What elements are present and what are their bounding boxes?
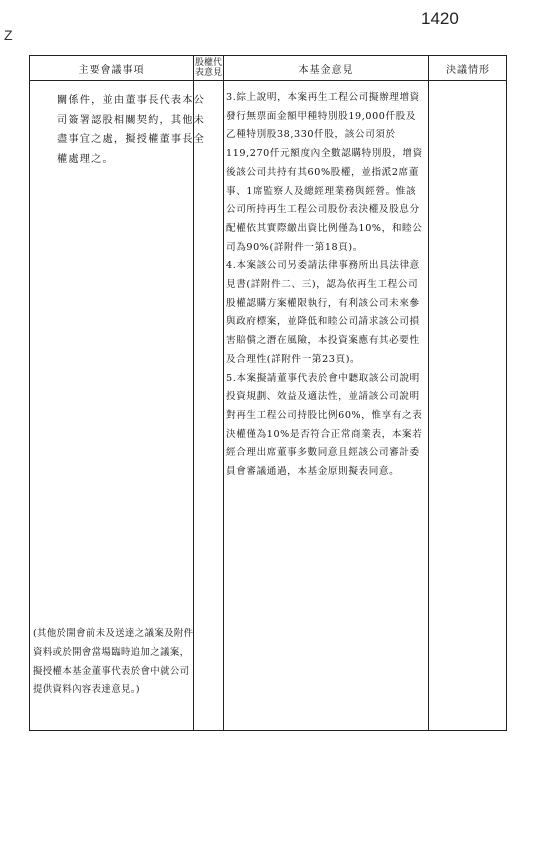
header-main-agenda: 主要會議事項	[78, 64, 145, 76]
opinion-item-4: 4.本案該公司另委請法律事務所出具法律意見書(詳附件二、三)，認為依再生工程公司股權認購方案權限執行，有利該公司未來參與政府標案，並降低和睦公司請求該公司損害賠償之潛在風險，本投資案應有其必要性及合理性(詳附件一第23頁)。	[226, 260, 420, 365]
footnote: (其他於開會前未及送達之議案及附件資料或於開會當場臨時追加之議案，擬授權本基金董事代表於會中就公司提供資料內容表達意見。)	[33, 628, 194, 696]
header-resolution: 決議情形	[446, 64, 490, 76]
opinion-item-5: 5.本案擬請董事代表於會中聽取該公司說明投資規劃、效益及適法性，並請該公司說明對再生工程公司持股比例60%，惟享有之表決權僅為10%是否符合正常商業表，本案若經合理出席董事多數同意且經該公司審計委員會審議通過，本基金原則擬表同意。	[226, 372, 423, 478]
header-proxy-opinion: 股權代表意見	[194, 58, 222, 78]
opinion-item-3: 3.綜上說明，本案再生工程公司擬辦理增資發行無票面金額甲種特別股19,000仟股及乙種特別股38,330仟股，該公司須於119,270仟元額度內全數認購特別股，增資後該公司共持有其60%股權，並指派2席董事、1席監察人及總經理業務與經營。惟該公司所持再生工程公司股份表決權及股息分配權依其實際繳出資比例僅為10%，和睦公司為90%(詳附件一第18頁)。	[226, 92, 423, 253]
header-fund-opinion: 本基金意見	[298, 64, 354, 76]
header-divider	[30, 80, 506, 81]
page-number: 1420	[421, 9, 459, 28]
column-divider	[223, 56, 224, 730]
fund-opinion-text	[226, 89, 426, 482]
column-divider	[428, 56, 429, 730]
margin-mark: Z	[4, 27, 13, 43]
agenda-text: 關係件，並由董事長代表本公司簽署認股相關契約，其他未盡事宜之處，擬授權董事長全權處理之。	[57, 95, 206, 165]
